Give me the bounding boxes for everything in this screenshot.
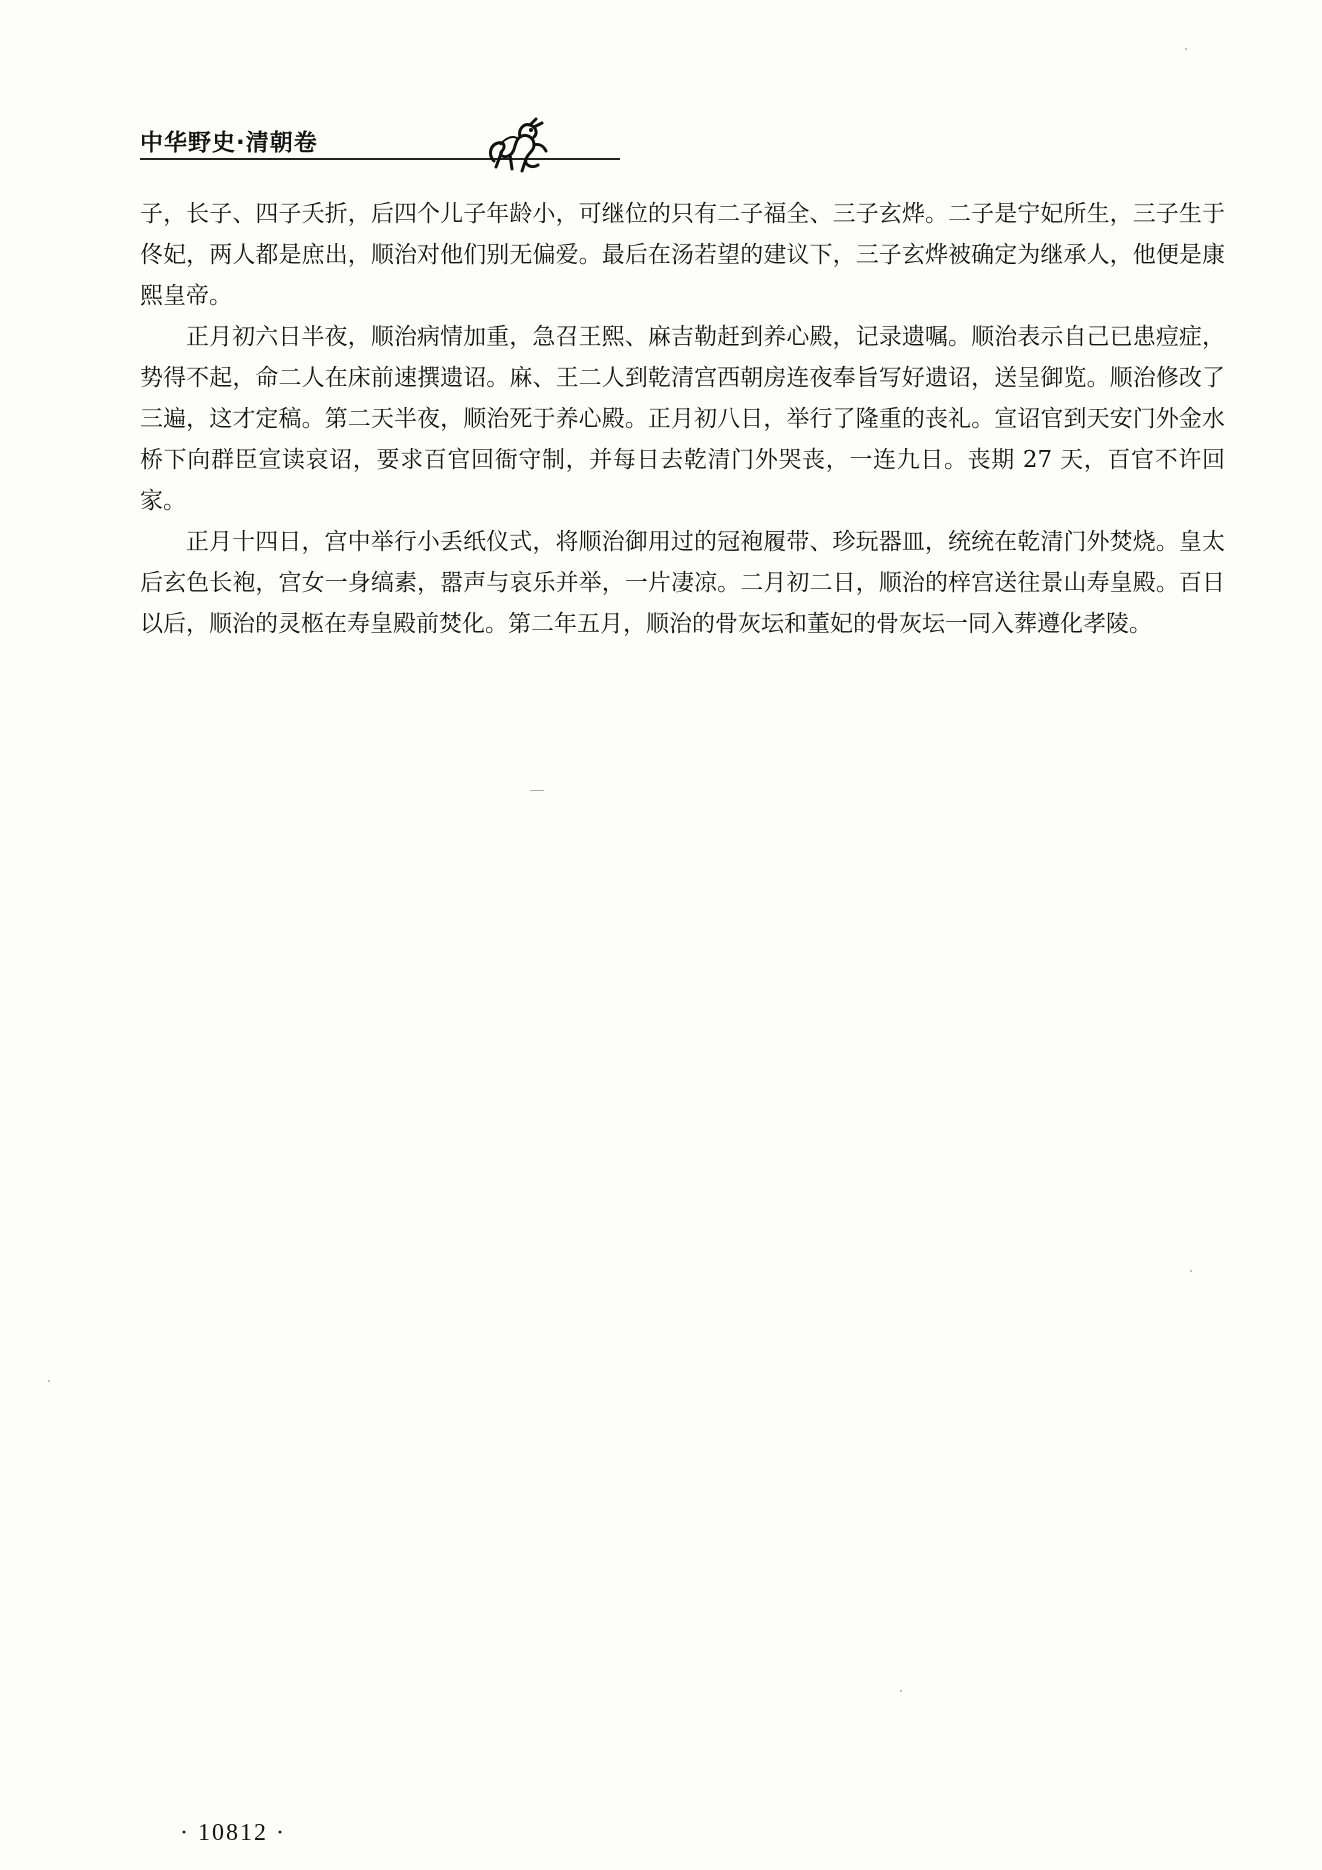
paragraph-1: 子，长子、四子夭折，后四个儿子年龄小，可继位的只有二子福全、三子玄烨。二子是宁妃所生，三子生于佟妃，两人都是庶出，顺治对他们别无偏爱。最后在汤若望的建议下，三子玄烨被确定为继承人，他便是康熙皇帝。 — [140, 201, 1225, 309]
scan-speck — [1190, 1270, 1192, 1272]
scan-speck — [900, 1690, 902, 1692]
body-text — [140, 194, 1225, 645]
dragon-icon — [480, 115, 552, 175]
page-number: · 10812 · — [180, 1820, 286, 1846]
scan-speck — [530, 790, 544, 791]
paragraph-2: 正月初六日半夜，顺治病情加重，急召王熙、麻吉勒赶到养心殿，记录遗嘱。顺治表示自己已患痘症，势得不起，命二人在床前速撰遗诏。麻、王二人到乾清宫西朝房连夜奉旨写好遗诏，送呈御览。顺治修改了三遍，这才定稿。第二天半夜，顺治死于养心殿。正月初八日，举行了隆重的丧礼。宣诏官到天安门外金水桥下向群臣宣读哀诏，要求百官回衙守制，并每日去乾清门外哭丧，一连九日。丧期 27 天，百官不许回家。 — [140, 324, 1225, 514]
paragraph-3: 正月十四日，宫中举行小丢纸仪式，将顺治御用过的冠袍履带、珍玩器皿，统统在乾清门外焚烧。皇太后玄色长袍，宫女一身缟素，嚣声与哀乐并举，一片凄凉。二月初二日，顺治的梓宫送往景山寿皇殿。百日以后，顺治的灵柩在寿皇殿前焚化。第二年五月，顺治的骨灰坛和董妃的骨灰坛一同入葬遵化孝陵。 — [140, 529, 1225, 637]
book-title: 中华野史·清朝卷 — [140, 130, 318, 156]
scan-speck — [1185, 48, 1187, 50]
scan-speck — [48, 1380, 50, 1382]
